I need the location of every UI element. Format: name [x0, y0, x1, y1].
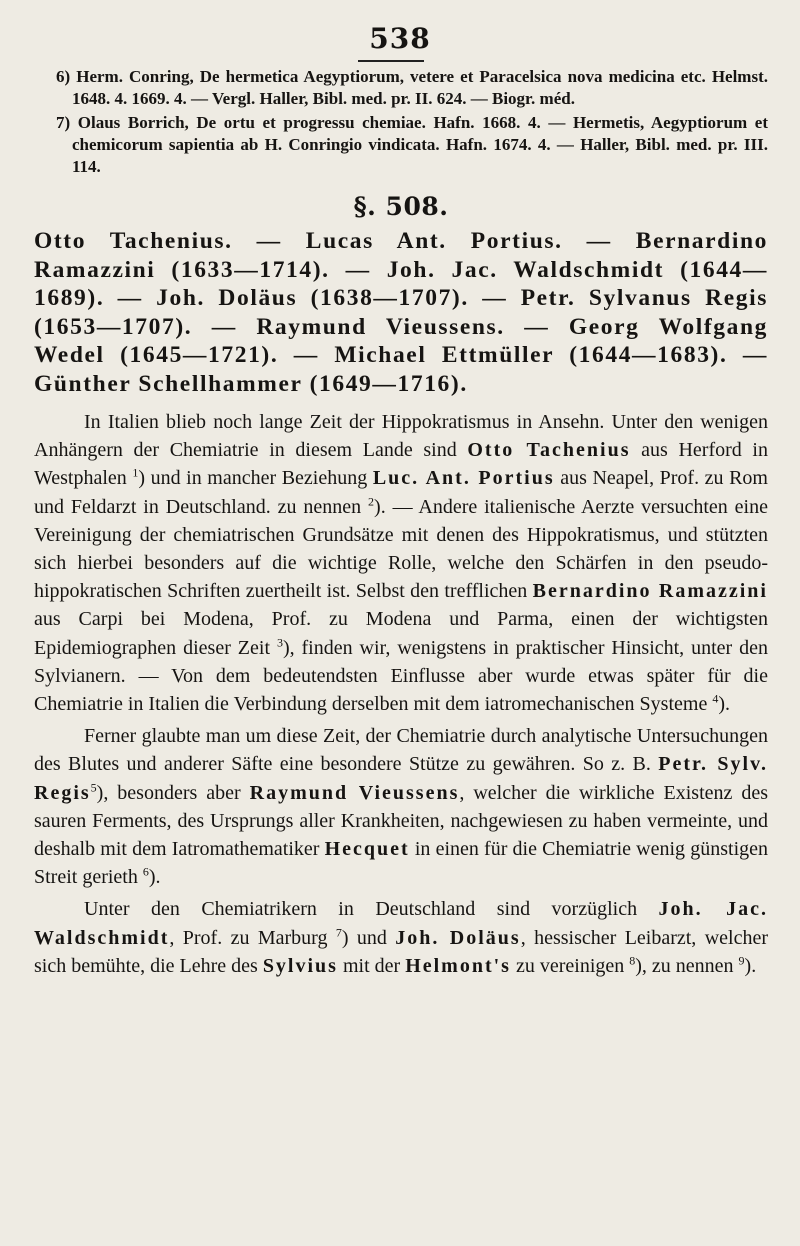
text-run: zu vereinigen: [510, 954, 630, 977]
page-content: [34, 66, 768, 984]
footnote-6: 6) Herm. Conring, De hermetica Aegyptiorum, vetere et Paracelsica nova medicina etc. Helmst. 1648. 4. 1669. 4. — Vergl. Haller, Bibl. med. pr. II. 624. — Biogr. méd.: [56, 67, 768, 108]
footnotes: [34, 66, 768, 178]
person-name: Joh. Jac. Waldschmidt: [34, 898, 769, 949]
text-run: aus Herford in Westphalen: [34, 439, 768, 490]
paragraph-1: [34, 408, 768, 718]
text-run: ) und: [341, 926, 396, 949]
text-run: ), besonders aber: [96, 781, 250, 804]
text-run: , Prof. zu Marburg: [169, 926, 336, 949]
person-name: Sylvius: [262, 954, 338, 977]
text-run: Ferner glaubte man um diese Zeit, der Chemiatrie durch analytische Untersuchungen des Blutes und anderer Säfte eine besondere Stütze zu gewähren. So z. B.: [34, 725, 768, 776]
text-run: , hessischer Leibarzt, welcher sich bemühte, die Lehre des: [34, 926, 768, 977]
text-run: ).: [718, 693, 731, 716]
footnote-ref: 3: [276, 634, 283, 649]
text-run: ). — Andere italienische Aerzte versuchten eine Vereinigung der chemiatrischen Grundsätze mit denen des Hippokratismus, und stützten sich hierbei besonders auf die wichtige Rolle, welche den Schärfen in den pseudo-hippokratischen Schriften zuertheilt ist. Selbst den trefflichen: [34, 495, 768, 603]
text-run: Unter den Chemiatrikern in Deutschland sind vorzüglich: [84, 898, 659, 921]
page-number: 538: [369, 22, 431, 55]
section-names: Otto Tachenius. — Lucas Ant. Portius. — Bernardino Ramazzini (1633—1714). — Joh. Jac. Waldschmidt (1644—1689). — Joh. Doläus (1638—1707). — Petr. Sylvanus Regis (1653—1707). — Raymund Vieussens. — Georg Wolfgang Wedel (1645—1721). — Michael Ettmüller (1644—1683). — Günther Schellhammer (1649—1716).: [34, 228, 768, 397]
text-run: aus Neapel, Prof. zu Rom und Feldarzt in Deutschland. zu nennen: [34, 467, 768, 518]
paragraph-3: [34, 895, 768, 980]
person-name: Helmont's: [405, 954, 511, 977]
text-run: ), finden wir, wenigstens in praktischer Hinsicht, unter den Sylvianern. — Von dem bedeutendsten Einflusse aber wurde etwas später für die Chemiatrie in Italien die Verbindung derselben mit dem iatromechanischen Systeme: [34, 636, 769, 716]
footnote-ref: 8: [629, 953, 636, 968]
text-run: mit der: [337, 954, 406, 977]
footnote-ref: 5: [90, 779, 97, 794]
footnote-ref: 6: [142, 864, 149, 879]
paragraph-2: [34, 722, 768, 891]
text-run: ).: [744, 954, 757, 977]
text-run: in einen für die Chemiatrie wenig günstigen Streit gerieth: [34, 838, 768, 889]
text-run: ) und in mancher Beziehung: [138, 467, 373, 490]
person-name: Hecquet: [324, 838, 410, 861]
section-heading: §. 508.: [353, 192, 449, 221]
person-name: Raymund Vieussens: [249, 781, 460, 804]
footnote-ref: 4: [712, 691, 719, 706]
person-name: Joh. Doläus: [395, 926, 521, 949]
person-name: Bernardino Ramazzini: [532, 580, 768, 603]
footnote-ref: 7: [335, 925, 342, 939]
person-name: Petr. Sylv. Regis: [34, 753, 768, 804]
person-name: Luc. Ant. Portius: [372, 467, 555, 490]
text-run: ), zu nennen: [635, 954, 739, 977]
text-run: , welcher die wirkliche Existenz des sauren Ferments, des Ursprungs aller Krankheiten, nachgewiesen zu haben vermeinte, und deshalb mit dem Iatromathematiker: [34, 781, 769, 861]
text-run: ).: [148, 866, 161, 889]
text-run: In Italien blieb noch lange Zeit der Hippokratismus in Ansehn. Unter den wenigen Anhängern der Chemiatrie in diesem Lande sind: [34, 411, 768, 462]
page-number-rule: [358, 60, 424, 62]
footnote-ref: 2: [368, 493, 375, 508]
footnote-ref: 1: [132, 465, 139, 480]
footnote-7: 7) Olaus Borrich, De ortu et progressu chemiae. Hafn. 1668. 4. — Hermetis, Aegyptiorum et chemicorum sapientia ab H. Conringio vindicata. Hafn. 1674. 4. — Haller, Bibl. med. pr. III. 114.: [56, 113, 768, 176]
person-name: Otto Tachenius: [467, 439, 631, 462]
footnote-ref: 9: [738, 953, 745, 968]
text-run: aus Carpi bei Modena, Prof. zu Modena und Parma, einen der wichtigsten Epidemiographen dieser Zeit: [34, 608, 768, 659]
